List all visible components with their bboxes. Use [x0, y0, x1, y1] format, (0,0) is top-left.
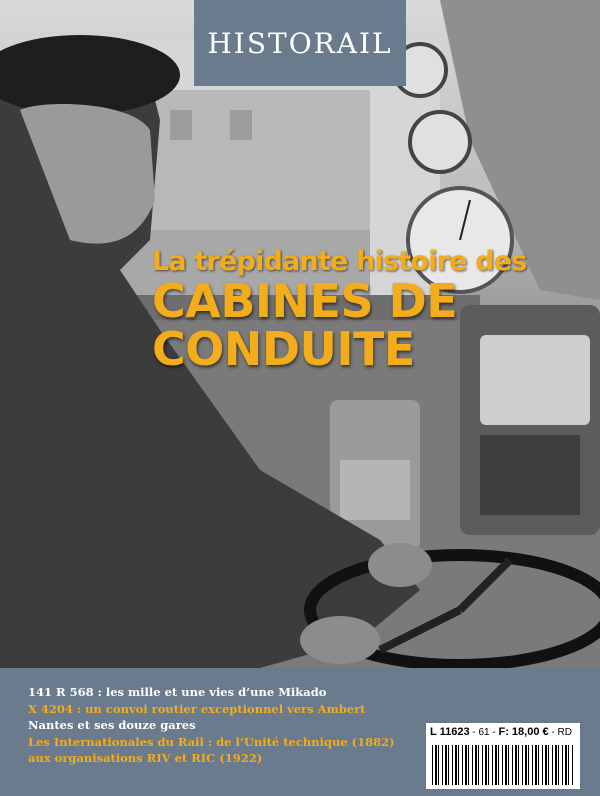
contents-item: aux organisations RIV et RIC (1922)	[28, 751, 263, 765]
headline-subtitle: La trépidante histoire des	[152, 246, 527, 277]
contents-item: Les Internationales du Rail : de l’Unité technique (1882)	[28, 734, 395, 749]
contents-item: X 4204 : un convoi routier exceptionnel vers Ambert	[28, 701, 366, 716]
barcode-bars	[432, 745, 574, 785]
barcode-issue: - 61 -	[472, 727, 496, 738]
barcode-text	[430, 726, 572, 738]
headline-title-line2: CONDUITE	[152, 322, 415, 376]
barcode-suffix: - RD	[551, 727, 572, 738]
headline-title-line1: CABINES DE	[152, 274, 458, 328]
brand-name: HISTORAIL	[207, 26, 393, 60]
contents-item: Nantes et ses douze gares	[28, 718, 196, 732]
barcode	[426, 723, 580, 789]
barcode-price: F: 18,00 €	[498, 726, 549, 738]
contents-list	[28, 684, 418, 767]
contents-band	[0, 668, 600, 796]
brand-banner	[194, 0, 406, 86]
barcode-code: L 11623	[430, 726, 470, 738]
contents-item: 141 R 568 : les mille et une vies d’une Mikado	[28, 685, 327, 699]
headline	[152, 246, 592, 376]
